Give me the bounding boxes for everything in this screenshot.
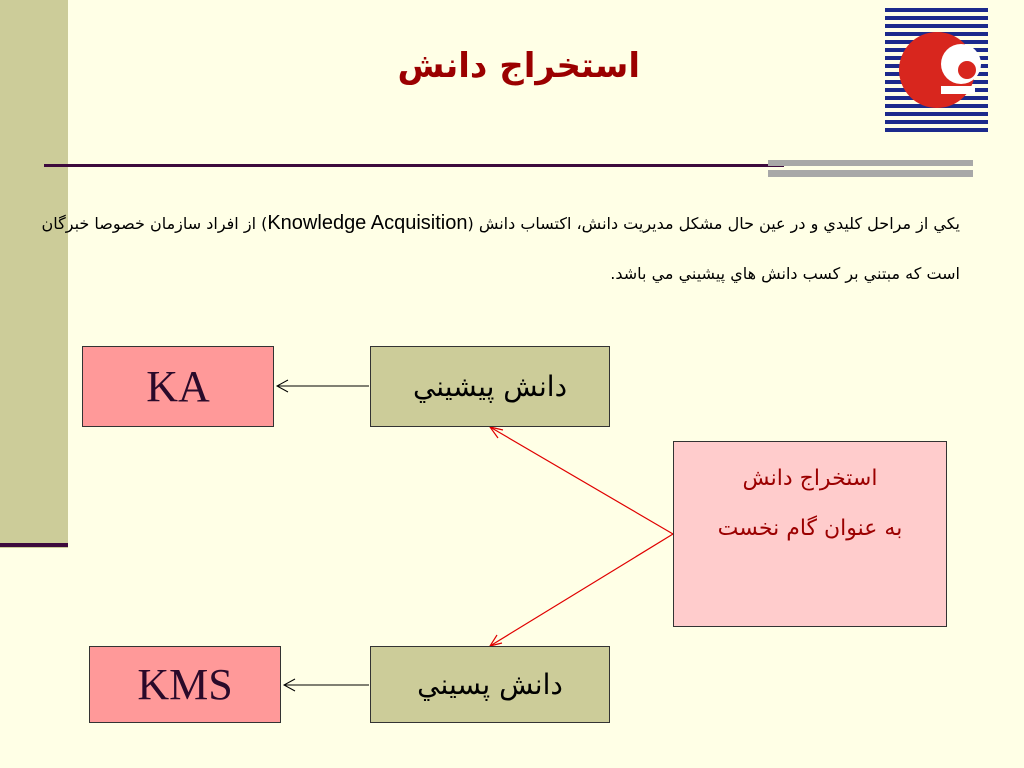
intro-paragraph <box>40 198 960 299</box>
prior-knowledge-label: دانش پيشيني <box>412 370 568 403</box>
paragraph-part-1: يكي از مراحل كليدي و در عين حال مشكل مديريت دانش، اكتساب دانش ( <box>467 214 960 233</box>
posterior-knowledge-label: دانش پسيني <box>417 668 563 701</box>
ka-label: KA <box>146 362 210 411</box>
paragraph-english-term: Knowledge Acquisition <box>267 212 468 234</box>
title-divider <box>44 164 784 167</box>
slide-title: استخراج دانش <box>397 46 640 86</box>
side-accent-line <box>0 543 68 547</box>
knowledge-extraction-box <box>673 441 947 627</box>
prior-knowledge-box <box>370 346 610 427</box>
arrow-prior-to-ka <box>277 380 369 392</box>
arrow-center-to-posterior <box>490 534 673 646</box>
arrow-posterior-to-kms <box>284 679 369 691</box>
arrow-center-to-prior <box>490 427 673 534</box>
center-label-line-2: به عنوان گام نخست <box>717 516 903 541</box>
ka-box <box>82 346 274 427</box>
center-label-line-1: استخراج دانش <box>742 466 878 491</box>
kms-label: KMS <box>137 660 233 709</box>
paragraph-part-2: ) از افراد سازمان خصوصا خبرگان است كه مبتني بر كسب دانش هاي پيشيني مي باشد. <box>41 214 960 283</box>
logo-icon <box>885 8 988 136</box>
divider-accent-bottom <box>768 170 973 177</box>
divider-accent-top <box>768 160 973 166</box>
posterior-knowledge-box <box>370 646 610 723</box>
kms-box <box>89 646 281 723</box>
